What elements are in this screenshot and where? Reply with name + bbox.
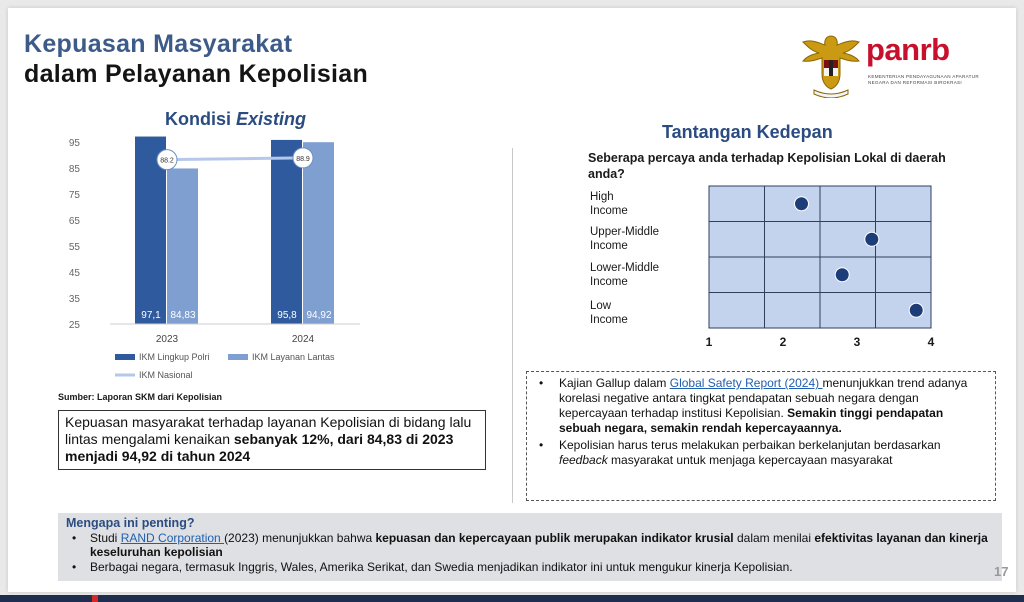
ylabel-line2: Income — [590, 276, 628, 288]
legend-label: IKM Layanan Lantas — [252, 352, 335, 362]
bottom-bar-accent — [92, 595, 98, 602]
y-tick-label: 75 — [68, 190, 80, 201]
ikm-nasional-label: 88.9 — [296, 155, 310, 163]
chart-source: Sumber: Laporan SKM dari Kepolisian — [58, 392, 223, 402]
y-tick-label: 65 — [68, 216, 80, 227]
legend-label: IKM Lingkup Polri — [139, 352, 210, 362]
trust-scatter-plot — [580, 182, 960, 352]
note-text: Kajian Gallup dalam — [559, 376, 670, 390]
why-heading: Mengapa ini penting? — [66, 516, 195, 530]
gallup-note-box — [526, 371, 996, 501]
kondisi-summary-box — [58, 410, 486, 470]
page-number: 17 — [994, 564, 1009, 579]
y-tick-label: 55 — [68, 242, 80, 253]
ylabel-line1: Lower-Middle — [590, 262, 660, 274]
y-tick-label: 85 — [68, 164, 80, 175]
note-text: menunjukkan trend adanya korelasi negative antara tingkat pendapatan sebuah negara dengan kepercayaan terhadap institusi Kepolisian. — [559, 376, 968, 420]
x-tick-label: 2 — [779, 335, 787, 349]
note-text: Kepolisian harus terus melakukan perbaikan berkelanjutan berdasarkan — [559, 438, 941, 452]
legend-swatch — [228, 354, 248, 360]
why-important-box — [58, 513, 1002, 581]
why-text: Studi — [90, 530, 121, 545]
panrb-logo-text: panrb — [866, 32, 950, 67]
summary-bold: sebanyak 12%, dari 84,83 di 2023 menjadi 94,92 di tahun 2024 — [65, 431, 454, 464]
vertical-divider — [512, 148, 513, 503]
why-text: (2023) menunjukkan bahwa — [224, 530, 376, 545]
ikm-nasional-label: 88.2 — [160, 157, 174, 165]
ikm-nasional-line — [167, 158, 303, 160]
section-title-kondisi — [165, 109, 306, 130]
x-tick-label: 1 — [705, 335, 713, 349]
bar-value-label: 84,83 — [170, 310, 196, 321]
ylabel-line2: Income — [590, 314, 628, 326]
bar-ikm-lingkup-polri — [271, 140, 302, 324]
trust-question: Seberapa percaya anda terhadap Kepolisian Lokal di daerah anda? — [588, 151, 946, 181]
section-title-italic: Existing — [236, 109, 307, 129]
note-italic: feedback — [559, 453, 608, 467]
legend-label: IKM Nasional — [139, 370, 193, 380]
bar-ikm-layanan-lantas — [303, 142, 334, 324]
bar-value-label: 94,92 — [306, 310, 332, 321]
trust-income-chart — [580, 182, 960, 352]
ikm-bar-chart — [60, 130, 390, 390]
bar-value-label: 97,1 — [141, 310, 161, 321]
data-point-high-income — [795, 197, 809, 211]
garuda-emblem-icon — [800, 32, 862, 98]
feedback-note-item — [535, 438, 987, 468]
data-point-lower-middle-income — [835, 268, 849, 282]
note-text: masyarakat untuk menjaga kepercayaan masyarakat — [607, 453, 893, 467]
why-item-rand — [66, 531, 994, 560]
ylabel-line1: Low — [590, 300, 612, 312]
why-bold: efektivitas layanan dan kinerja keseluruhan kepolisian — [90, 530, 988, 559]
global-safety-report-link[interactable]: Global Safety Report (2024) — [669, 376, 823, 390]
bar-value-label: 95,8 — [277, 310, 297, 321]
rand-corporation-link[interactable]: RAND Corporation — [120, 530, 225, 545]
y-tick-label: 45 — [68, 268, 80, 279]
summary-plain: Kepuasan masyarakat terhadap layanan Kepolisian di bidang lalu lintas mengalami kenaikan — [65, 414, 472, 447]
ylabel-line1: High — [590, 191, 614, 203]
x-tick-label: 3 — [853, 335, 861, 349]
x-tick-label: 4 — [927, 335, 935, 349]
y-tick-label: 25 — [68, 320, 80, 331]
data-point-low-income — [909, 303, 923, 317]
x-tick-label: 2024 — [291, 334, 315, 345]
section-title-tantangan: Tantangan Kedepan — [662, 122, 833, 142]
bottom-bar — [0, 595, 1024, 602]
why-text: dalam menilai — [733, 530, 815, 545]
note-bold: Semakin tinggi pendapatan sebuah negara, semakin rendah kepercayaannya. — [559, 406, 944, 435]
why-item-countries: • Berbagai negara, termasuk Inggris, Wales, Amerika Serikat, dan Swedia menjadikan indikator ini untuk mengukur kinerja Kepolisian. — [66, 560, 994, 575]
why-bold: kepuasan dan kepercayaan publik merupakan indikator krusial — [375, 530, 734, 545]
title-line-1: Kepuasan Masyarakat — [24, 30, 293, 58]
gallup-note-item — [535, 376, 987, 436]
panrb-logo-subtitle: KEMENTERIAN PENDAYAGUNAAN APARATUR NEGARA DAN REFORMASI BIROKRASI — [868, 74, 979, 85]
bar-ikm-layanan-lantas — [167, 168, 198, 324]
y-tick-label: 35 — [68, 294, 80, 305]
legend-swatch — [115, 354, 135, 360]
section-title-plain: Kondisi — [165, 109, 236, 129]
ylabel-line1: Upper-Middle — [590, 226, 660, 238]
data-point-upper-middle-income — [865, 232, 879, 246]
ylabel-line2: Income — [590, 240, 628, 252]
ylabel-line2: Income — [590, 205, 628, 217]
title-line-2: dalam Pelayanan Kepolisian — [24, 60, 369, 88]
y-tick-label: 95 — [68, 138, 80, 149]
x-tick-label: 2023 — [155, 334, 179, 345]
